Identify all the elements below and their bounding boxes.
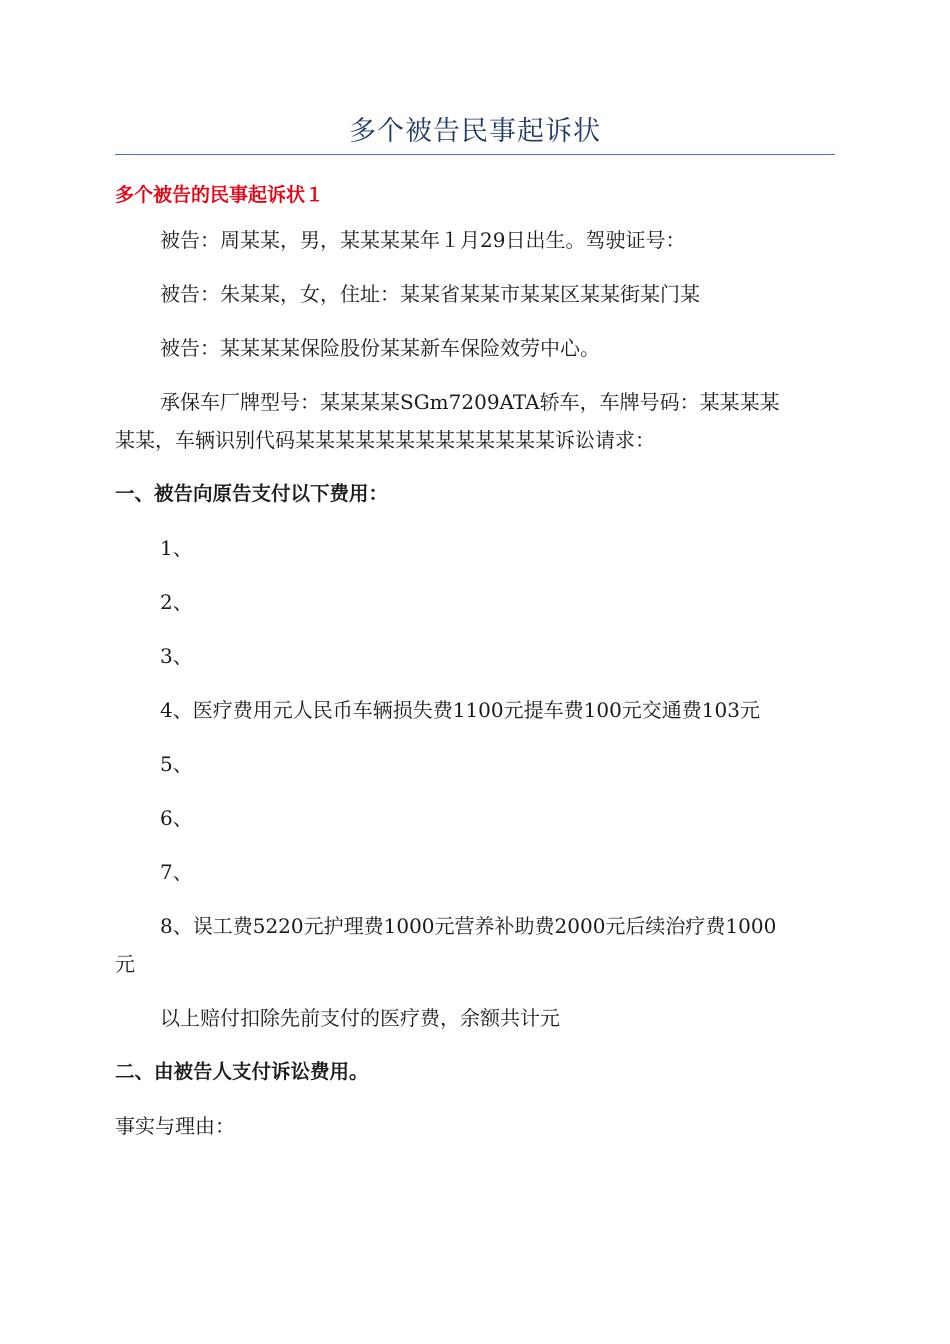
facts-heading: 事实与理由：: [115, 1114, 235, 1138]
claim-heading-1: 一、被告向原告支付以下费用：: [115, 482, 389, 505]
defendant-3: 被告：某某某某保险股份某某新车保险效劳中心。: [160, 336, 600, 360]
claim-item-3: 3、: [160, 644, 193, 668]
defendant-2: 被告：朱某某，女，住址：某某省某某市某某区某某街某门某: [160, 282, 700, 306]
claim-heading-2: 二、由被告人支付诉讼费用。: [115, 1060, 369, 1083]
claim-item-5: 5、: [160, 752, 193, 776]
claim-item-2: 2、: [160, 590, 193, 614]
claim-item-6: 6、: [160, 806, 193, 830]
title-underline: [115, 154, 835, 155]
claim-item-8-line-2: 元: [115, 952, 135, 976]
vehicle-info-line-1: 承保车厂牌型号：某某某某SGm7209ATA轿车，车牌号码：某某某某: [160, 390, 780, 414]
claim-item-1: 1、: [160, 536, 193, 560]
claim-item-4: 4、医疗费用元人民币车辆损失费1100元提车费100元交通费103元: [160, 698, 760, 722]
claim-item-8-line-1: 8、误工费5220元护理费1000元营养补助费2000元后续治疗费1000: [160, 914, 777, 938]
summary-line: 以上赔付扣除先前支付的医疗费，余额共计元: [160, 1006, 560, 1030]
defendant-1: 被告：周某某，男，某某某某年１月29日出生。驾驶证号：: [160, 228, 686, 252]
vehicle-info-line-2: 某某，车辆识别代码某某某某某某某某某某某某某诉讼请求：: [115, 428, 655, 452]
section-heading: 多个被告的民事起诉状１: [115, 184, 325, 206]
claim-item-7: 7、: [160, 860, 193, 884]
document-title: 多个被告民事起诉状: [349, 116, 601, 147]
